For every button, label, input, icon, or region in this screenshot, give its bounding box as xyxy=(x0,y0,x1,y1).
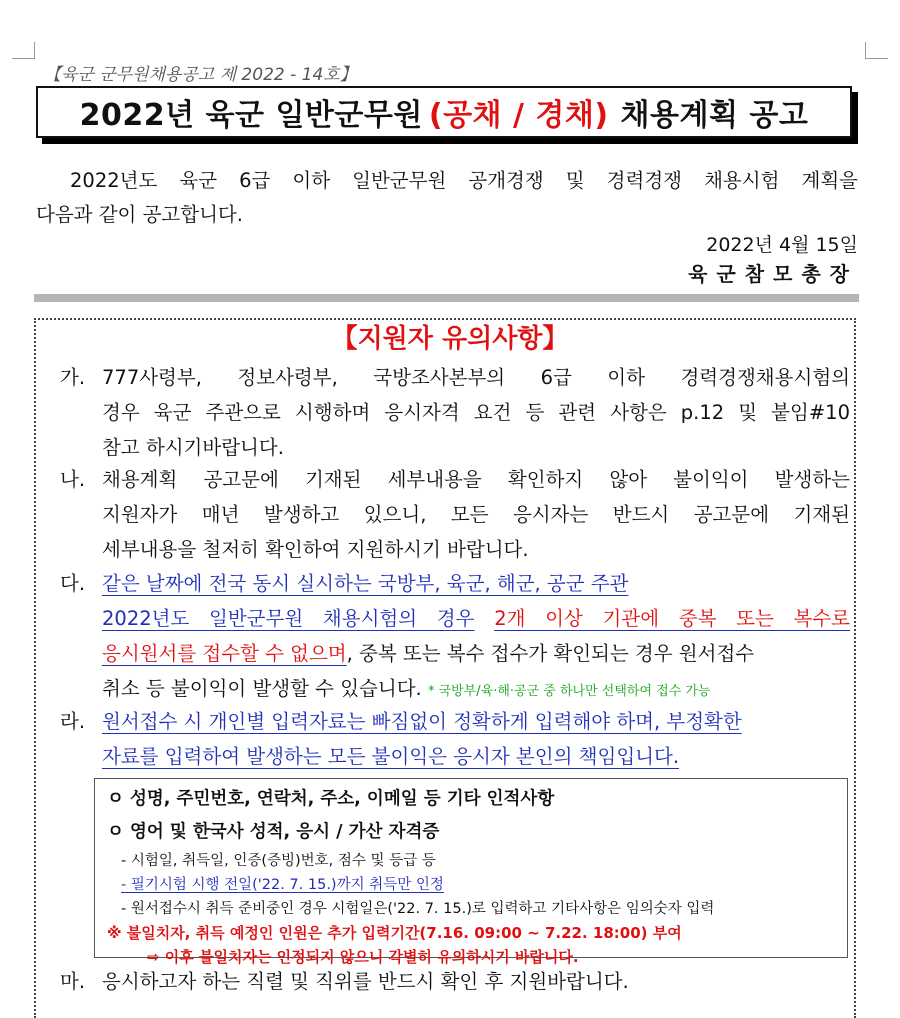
input-data-box xyxy=(94,778,848,966)
item-marker: 가. xyxy=(60,366,86,389)
item-note: * 국방부/육·해·공군 중 하나만 선택하여 접수 가능 xyxy=(427,684,711,699)
divider xyxy=(34,294,859,302)
list-item xyxy=(60,566,850,709)
item-line: 세부내용을 철저히 확인하여 지원하시기 바랍니다. xyxy=(102,538,529,561)
item-line: 지원자가 매년 발생하고 있으니, 모든 응시자는 반드시 공고문에 기재된 xyxy=(102,503,850,526)
item-line: 777사령부, 정보사령부, 국방조사본부의 6급 이하 경력경쟁채용시험의 xyxy=(102,366,850,389)
intro-line: 2022년도 육군 6급 이하 일반군무원 공개경쟁 및 경력경쟁 채용시험 계획을 xyxy=(70,169,858,192)
box-warning: ※ 불일치자, 취득 예정인 인원은 추가 입력기간(7.16. 09:00 ~ 7.22. 18:00) 부여 xyxy=(107,924,682,942)
item-line: 응시하고자 하는 직렬 및 직위를 반드시 확인 후 지원바랍니다. xyxy=(102,970,629,993)
item-line: 채용계획 공고문에 기재된 세부내용을 확인하지 않아 불이익이 발생하는 xyxy=(102,468,850,491)
item-marker: 마. xyxy=(60,970,86,993)
item-marker: 다. xyxy=(60,572,86,595)
item-marker: 나. xyxy=(60,468,86,491)
title-text: 2022년 육군 일반군무원 xyxy=(79,98,423,133)
item-line-red: 응시원서를 접수할 수 없으며 xyxy=(102,642,347,665)
list-item xyxy=(60,360,850,465)
list-item xyxy=(60,964,850,999)
notice-date: 2022년 4월 15일 xyxy=(706,234,858,256)
item-marker: 라. xyxy=(60,710,86,733)
list-item xyxy=(60,704,850,774)
box-bullet: ㅇ 영어 및 한국사 성적, 응시 / 가산 자격증 xyxy=(107,822,440,842)
box-sub-item: - 시험일, 취득일, 인증(증빙)번호, 점수 및 등급 등 xyxy=(121,853,436,869)
box-sub-item: - 원서접수시 취득 준비중인 경우 시험일은('22. 7. 15.)로 입력하고 기타사항은 임의숫자 입력 xyxy=(121,901,715,917)
notice-number: 【육군 군무원채용공고 제 2022 - 14호】 xyxy=(44,65,357,85)
item-line: , 중복 또는 복수 접수가 확인되는 경우 원서접수 xyxy=(346,642,755,665)
item-line-blue: 같은 날짜에 전국 동시 실시하는 국방부, 육군, 해군, 공군 주관 xyxy=(102,572,629,595)
intro-paragraph xyxy=(36,164,858,232)
page-title xyxy=(36,86,852,138)
item-line: 경우 육군 주관으로 시행하며 응시자격 요건 등 관련 사항은 p.12 및 붙임#10 xyxy=(102,401,850,424)
page-corner-mark xyxy=(12,42,35,59)
page-corner-mark xyxy=(865,42,888,59)
notice-title: 【지원자 유의사항】 xyxy=(331,324,569,354)
box-sub-item: - 필기시험 시행 전일('22. 7. 15.)까지 취득만 인정 xyxy=(121,877,444,893)
item-line: 취소 등 불이익이 발생할 수 있습니다. xyxy=(102,677,422,700)
title-highlight: (공채 / 경채) xyxy=(428,98,609,133)
item-line-blue: 2022년도 일반군무원 채용시험의 경우 xyxy=(102,607,475,630)
issuer: 육군참모총장 xyxy=(688,262,858,286)
list-item xyxy=(60,462,850,567)
intro-line: 다음과 같이 공고합니다. xyxy=(36,203,243,226)
item-line: 참고 하시기바랍니다. xyxy=(102,436,284,459)
box-warning: ⇨ 이후 불일치자는 인정되지 않으니 각별히 유의하시기 바랍니다. xyxy=(147,948,579,966)
box-bullet: ㅇ 성명, 주민번호, 연락처, 주소, 이메일 등 기타 인적사항 xyxy=(107,789,555,809)
item-line-blue: 원서접수 시 개인별 입력자료는 빠짐없이 정확하게 입력해야 하며, 부정확한 xyxy=(102,710,742,733)
item-line-red: 2개 이상 기관에 중복 또는 복수로 xyxy=(494,607,851,630)
item-line-blue: 자료를 입력하여 발생하는 모든 불이익은 응시자 본인의 책임입니다. xyxy=(102,745,680,768)
title-text-end: 채용계획 공고 xyxy=(620,98,809,133)
